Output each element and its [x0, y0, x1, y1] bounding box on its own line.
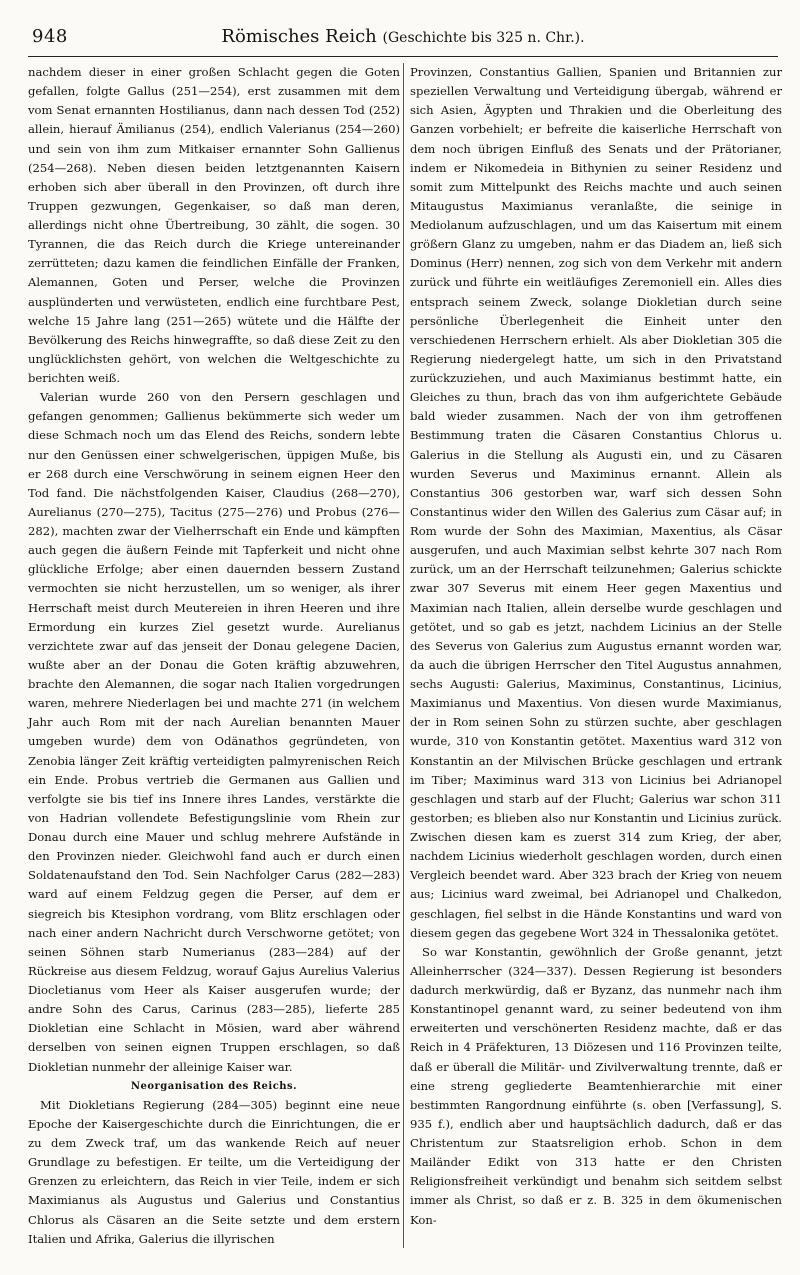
header-rule: [28, 56, 778, 57]
left-paragraph-3: Mit Diokletians Regierung (284—305) beginnt eine neue Epoche der Kaisergeschichte durch die Einrichtungen, die er zu dem Zweck traf, um das wankende Reich auf neuer Grundlage zu befestigen. Er teilte, um die Verteidigung der Grenzen zu erleichtern, das Reich in vier Teile, indem er sich Maximianus als Augustus und Galerius und Constantius Chlorus als Cäsaren an die Seite setzte und dem erstern Italien und Afrika, Galerius die illyrischen: [28, 1097, 400, 1246]
running-title-main: Römisches Reich: [221, 26, 377, 47]
page-header: [30, 26, 776, 50]
left-paragraph-1: nachdem dieser in einer großen Schlacht gegen die Goten gefallen, folgte Gallus (251—254), erst zusammen mit dem vom Senat ernannten Hostilianus, dann nach dessen Tod (252) allein, hierauf Ämilianus (254), endlich Valerianus (254—260) und sein von ihm zum Mitkaiser ernannter Sohn Gallienus (254—268). Neben diesen beiden letztgenannten Kaisern erhoben sich aber überall in den Provinzen, oft durch ihre Truppen gezwungen, Gegenkaiser, so daß man deren, allerdings nicht ohne Übertreibung, 30 zählt, die sogen. 30 Tyrannen, die das Reich durch die Kriege untereinander zerrütteten; dazu kamen die feindlichen Einfälle der Franken, Alemannen, Goten und Perser, welche die Provinzen ausplünderten und verwüsteten, endlich eine furchtbare Pest, welche 15 Jahre lang (251—265) wütete und die Hälfte der Bevölkerung des Reichs hinwegraffte, so daß diese Zeit zu den unglücklichsten gehört, von welchen die Weltgeschichte zu berichten weiß.: [28, 65, 400, 385]
section-heading: Neorganisation des Reichs.: [130, 1080, 298, 1092]
right-paragraph-1: Provinzen, Constantius Gallien, Spanien und Britannien zur speziellen Verwaltung und Verteidigung übergab, während er sich Asien, Ägypten und Thrakien und die Oberleitung des Ganzen vorbehielt; er befreite die kaiserliche Herrschaft von dem noch übrigen Einfluß des Senats und der Prätorianer, indem er Nikomedeia in Bithynien zu seiner Residenz und somit zum Mittelpunkt des Reichs machte und auch seinen Mitaugustus Maximianus veranlaßte, die seinige in Mediolanum aufzuschlagen, und um das Kaisertum mit einem größern Glanz zu umgeben, nahm er das Diadem an, ließ sich Dominus (Herr) nennen, zog sich von dem Verkehr mit andern zurück und führte ein weitläufiges Zeremoniell ein. Alles dies entsprach seinem Zweck, solange Diokletian durch seine persönliche Überlegenheit die Einheit unter den verschiedenen Herrschern erhielt. Als aber Diokletian 305 die Regierung niedergelegt hatte, um sich in den Privatstand zurückzuziehen, und auch Maximianus bestimmt hatte, ein Gleiches zu thun, brach das von ihm aufgerichtete Gebäude bald wieder zusammen. Nach der von ihm getroffenen Bestimmung traten die Cäsaren Constantius Chlorus u. Galerius in die Stellung als Augusti ein, und zu Cäsaren wurden Severus und Maximinus ernannt. Allein als Constantius 306 gestorben war, warf sich dessen Sohn Constantinus wider den Willen des Galerius zum Cäsar auf; in Rom wurde der Sohn des Maximian, Maxentius, als Cäsar ausgerufen, und auch Maximian selbst kehrte 307 nach Rom zurück, um an der Herrschaft teilzunehmen; Galerius schickte zwar 307 Severus mit einem Heer gegen Maxentius und Maximian nach Italien, allein derselbe wurde geschlagen und getötet, und so gab es jetzt, nachdem Licinius an der Stelle des Severus von Galerius zum Augustus ernannt worden war, da auch die übrigen Herrscher den Titel Augustus annahmen, sechs Augusti: Galerius, Maximinus, Constantinus, Licinius, Maximianus und Maxentius. Von diesen wurde Maximianus, der in Rom seinen Sohn zu stürzen suchte, aber geschlagen wurde, 310 von Konstantin getötet. Maxentius ward 312 von Konstantin an der Milvischen Brücke geschlagen und ertrank im Tiber; Maximinus ward 313 von Licinius bei Adrianopel geschlagen und starb auf der Flucht; Galerius war schon 311 gestorben; es blieben also nur Konstantin und Licinius zurück. Zwischen diesen kam es zuerst 314 zum Krieg, der aber, nachdem Licinius wiederholt geschlagen worden, durch einen Vergleich beendet ward. Aber 323 brach der Krieg von neuem aus; Licinius ward zweimal, bei Adrianopel und Chalkedon, geschlagen, fiel selbst in die Hände Konstantins und ward von diesem gegen das gegebene Wort 324 in Thessalonika getötet.: [410, 65, 782, 940]
running-title: [30, 26, 776, 49]
page-number: 948: [32, 26, 68, 47]
running-title-subtitle: (Geschichte bis 325 n. Chr.).: [382, 30, 585, 46]
column-divider: [403, 63, 404, 1248]
right-paragraph-2: So war Konstantin, gewöhnlich der Große genannt, jetzt Alleinherrscher (324—337). Dessen Regierung ist besonders dadurch merkwürdig, daß er Byzanz, das nunmehr nach ihm Konstantinopel genannt ward, zu seiner bedeutend von ihm erweiterten und verschönerten Residenz machte, daß er das Reich in 4 Präfekturen, 13 Diözesen und 116 Provinzen teilte, daß er überall die Militär- und Zivilverwaltung trennte, daß er eine streng gegliederte Beamtenhierarchie mit einer bestimmten Rangordnung einführte (s. oben [Verfassung], S. 935 f.), endlich aber und hauptsächlich dadurch, daß er das Christentum zur Staatsreligion erhob. Schon in dem Mailänder Edikt von 313 hatte er den Christen Religionsfreiheit verkündigt und benahm sich seitdem selbst immer als Christ, so daß er z. B. 325 in dem ökumenischen Kon-: [410, 944, 782, 1227]
left-paragraph-2: Valerian wurde 260 von den Persern geschlagen und gefangen genommen; Gallienus bekümmerte sich weder um diese Schmach noch um das Elend des Reichs, sondern lebte nur den Genüssen einer schwelgerischen, üppigen Muße, bis er 268 durch eine Verschwörung in seinem eignen Heer den Tod fand. Die nächstfolgenden Kaiser, Claudius (268—270), Aurelianus (270—275), Tacitus (275—276) und Probus (276—282), machten zwar der Vielherrschaft ein Ende und kämpften auch gegen die äußern Feinde mit Tapferkeit und nicht ohne glückliche Erfolge; aber einen dauernden bessern Zustand vermochten sie nicht herzustellen, um so weniger, als ihrer Herrschaft meist durch Meutereien in ihren Heeren und ihre Ermordung ein kurzes Ziel gesetzt wurde. Aurelianus verzichtete zwar auf das jenseit der Donau gelegene Dacien, wußte aber an der Donau die Goten kräftig abzuwehren, brachte den Alemannen, die sogar nach Italien vorgedrungen waren, mehrere Niederlagen bei und machte 271 (in welchem Jahr auch Rom mit der nach Aurelian benannten Mauer umgeben wurde) dem von Odänathos gegründeten, von Zenobia länger Zeit kräftig verteidigten palmyrenischen Reich ein Ende. Probus vertrieb die Germanen aus Gallien und verfolgte sie bis tief ins Innere ihres Landes, verstärkte die von Hadrian vollendete Befestigungslinie vom Rhein zur Donau durch eine Mauer und schlug mehrere Aufstände in den Provinzen nieder. Gleichwohl fand auch er durch einen Soldatenaufstand den Tod. Sein Nachfolger Carus (282—283) ward auf einem Feldzug gegen die Perser, auf dem er siegreich bis Ktesiphon vordrang, vom Blitz erschlagen oder nach einer andern Nachricht durch Verschworne getötet; von seinen Söhnen starb Numerianus (283—284) auf der Rückreise aus diesem Feldzug, worauf Gajus Aurelius Valerius Diocletianus vom Heer als Kaiser ausgerufen wurde; der andre Sohn des Carus, Carinus (283—285), lieferte 285 Diokletian eine Schlacht in Mösien, ward aber während derselben von seinen eignen Truppen erschlagen, so daß Diokletian nunmehr der alleinige Kaiser war.: [28, 390, 400, 1074]
right-column: [410, 63, 782, 1230]
left-column: [28, 63, 400, 1249]
